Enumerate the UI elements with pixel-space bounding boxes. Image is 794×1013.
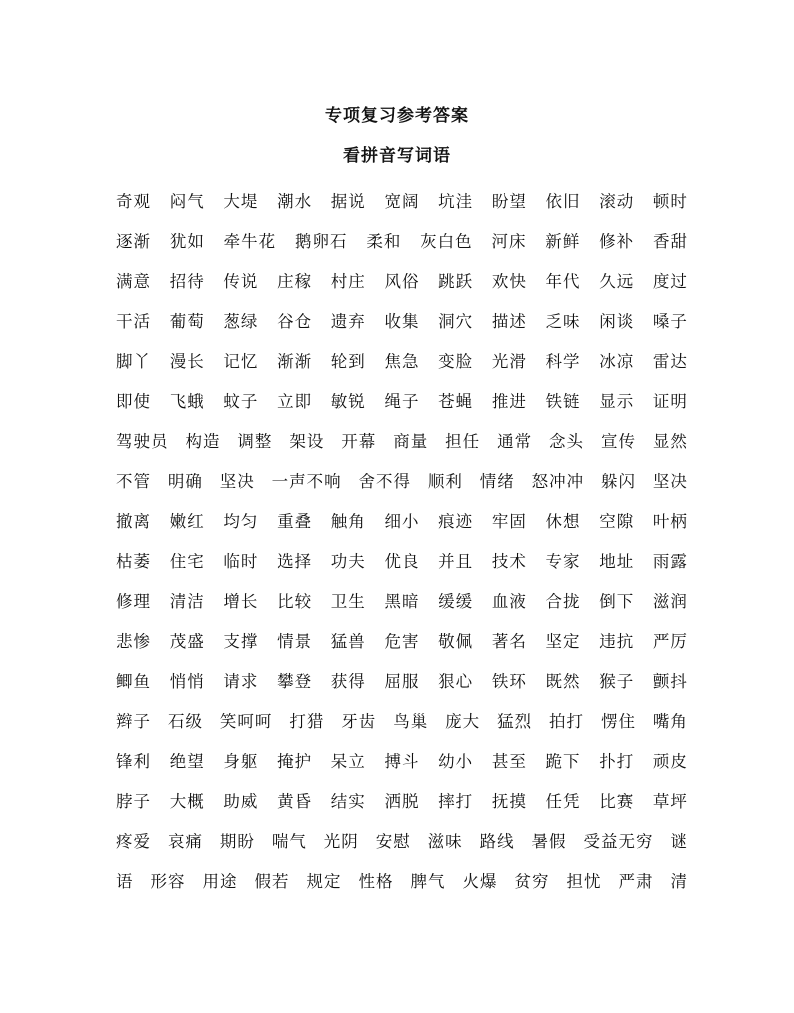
vocabulary-word: 用途: [202, 872, 238, 891]
vocabulary-word: 鸟巢: [393, 712, 429, 731]
vocabulary-word: 猛烈: [497, 712, 533, 731]
vocabulary-word: 大概: [169, 792, 205, 811]
vocabulary-word: 洞穴: [438, 312, 474, 331]
vocabulary-word: 担任: [445, 432, 481, 451]
vocabulary-word: 滚动: [599, 192, 635, 211]
vocabulary-word: 屈服: [384, 672, 420, 691]
vocabulary-word: 记忆: [223, 352, 259, 371]
vocabulary-word: 年代: [545, 272, 581, 291]
vocabulary-word: 嘴角: [652, 712, 688, 731]
vocabulary-word: 拍打: [549, 712, 584, 731]
vocabulary-word: 新鲜: [545, 232, 581, 251]
vocabulary-word: 宣传: [600, 432, 636, 451]
vocabulary-word: 喘气: [271, 832, 307, 851]
vocabulary-word: 愣住: [600, 712, 636, 731]
word-row: [116, 580, 688, 620]
vocabulary-word: 规定: [306, 872, 342, 891]
vocabulary-word: 情景: [277, 632, 313, 651]
word-row: [116, 860, 688, 900]
vocabulary-word: 搏斗: [384, 752, 420, 771]
vocabulary-word: 即使: [116, 392, 151, 411]
vocabulary-word: 牙齿: [341, 712, 377, 731]
vocabulary-word: 语: [116, 872, 134, 891]
vocabulary-word: 敬佩: [438, 632, 474, 651]
vocabulary-word: 既然: [545, 672, 581, 691]
vocabulary-word: 比较: [277, 592, 313, 611]
word-row: [116, 300, 688, 340]
vocabulary-word: 闲谈: [599, 312, 635, 331]
word-row: [116, 540, 688, 580]
vocabulary-word: 叶柄: [652, 512, 688, 531]
vocabulary-word: 攀登: [277, 672, 313, 691]
vocabulary-word: 修补: [599, 232, 635, 251]
vocabulary-word: 住宅: [169, 552, 205, 571]
vocabulary-word: 葱绿: [223, 312, 259, 331]
word-row: [116, 740, 688, 780]
vocabulary-word: 谷仓: [277, 312, 313, 331]
vocabulary-word: 打猎: [289, 712, 325, 731]
vocabulary-word: 风俗: [384, 272, 420, 291]
vocabulary-word: 黑暗: [384, 592, 420, 611]
vocabulary-word: 猴子: [599, 672, 635, 691]
vocabulary-word: 商量: [393, 432, 429, 451]
vocabulary-word: 助威: [223, 792, 259, 811]
vocabulary-word: 飞蛾: [169, 392, 205, 411]
vocabulary-word: 狠心: [438, 672, 474, 691]
vocabulary-word: 临时: [223, 552, 259, 571]
vocabulary-word: 滋味: [427, 832, 463, 851]
vocabulary-word: 庞大: [445, 712, 481, 731]
word-row: [116, 500, 688, 540]
vocabulary-word: 倒下: [599, 592, 635, 611]
vocabulary-word: 均匀: [223, 512, 259, 531]
vocabulary-word: 休想: [545, 512, 581, 531]
vocabulary-word: 推进: [491, 392, 527, 411]
vocabulary-word: 路线: [479, 832, 515, 851]
vocabulary-word: 枯萎: [116, 552, 151, 571]
vocabulary-word: 雷达: [652, 352, 688, 371]
vocabulary-word: 光阴: [323, 832, 359, 851]
vocabulary-word: 摔打: [438, 792, 474, 811]
vocabulary-word: 草坪: [652, 792, 688, 811]
vocabulary-word: 灰白色: [420, 232, 473, 251]
vocabulary-word: 重叠: [277, 512, 313, 531]
vocabulary-word: 顿时: [652, 192, 688, 211]
vocabulary-word: 苍蝇: [438, 392, 474, 411]
word-row: [116, 780, 688, 820]
vocabulary-word: 哀痛: [167, 832, 203, 851]
vocabulary-word: 缓缓: [438, 592, 474, 611]
vocabulary-word: 欢快: [491, 272, 527, 291]
vocabulary-word: 悄悄: [169, 672, 205, 691]
vocabulary-word: 满意: [116, 272, 151, 291]
word-row: [116, 620, 688, 660]
vocabulary-word: 形容: [150, 872, 186, 891]
vocabulary-word: 暑假: [531, 832, 567, 851]
vocabulary-word: 滋润: [652, 592, 688, 611]
vocabulary-word: 任凭: [545, 792, 581, 811]
vocabulary-word: 渐渐: [277, 352, 313, 371]
word-row: [116, 220, 688, 260]
vocabulary-word: 证明: [652, 392, 688, 411]
vocabulary-word: 据说: [330, 192, 366, 211]
vocabulary-word: 严肃: [618, 872, 654, 891]
vocabulary-word: 大堤: [223, 192, 259, 211]
vocabulary-word: 香甜: [652, 232, 688, 251]
vocabulary-word: 乏味: [545, 312, 581, 331]
vocabulary-word: 犹如: [169, 232, 205, 251]
page-title: 专项复习参考答案: [325, 106, 469, 126]
vocabulary-word: 期盼: [219, 832, 255, 851]
vocabulary-word: 地址: [599, 552, 635, 571]
vocabulary-word: 笑呵呵: [219, 712, 273, 731]
vocabulary-word: 变脸: [438, 352, 474, 371]
vocabulary-word: 触角: [330, 512, 366, 531]
vocabulary-word: 舍不得: [358, 472, 411, 491]
vocabulary-word: 抚摸: [491, 792, 527, 811]
word-row: [116, 460, 688, 500]
word-row: [116, 340, 688, 380]
vocabulary-word: 绝望: [169, 752, 205, 771]
vocabulary-word: 担忧: [566, 872, 602, 891]
vocabulary-word: 坚决: [219, 472, 255, 491]
vocabulary-word: 严厉: [652, 632, 688, 651]
vocabulary-word: 坚决: [652, 472, 688, 491]
vocabulary-word: 蚊子: [223, 392, 259, 411]
vocabulary-word: 专家: [545, 552, 581, 571]
vocabulary-word: 违抗: [599, 632, 635, 651]
vocabulary-word: 久远: [599, 272, 635, 291]
vocabulary-word: 鲫鱼: [116, 672, 151, 691]
vocabulary-word: 功夫: [330, 552, 366, 571]
vocabulary-word: 技术: [491, 552, 527, 571]
vocabulary-word: 获得: [330, 672, 366, 691]
vocabulary-word: 危害: [384, 632, 420, 651]
vocabulary-word: 顽皮: [652, 752, 688, 771]
vocabulary-word: 安慰: [375, 832, 411, 851]
vocabulary-word: 扑打: [599, 752, 635, 771]
vocabulary-word: 甚至: [491, 752, 527, 771]
vocabulary-word: 坑洼: [438, 192, 474, 211]
vocabulary-word: 柔和: [366, 232, 402, 251]
vocabulary-word: 洒脱: [384, 792, 420, 811]
vocabulary-word: 葡萄: [169, 312, 205, 331]
vocabulary-word: 空隙: [599, 512, 635, 531]
vocabulary-word: 科学: [545, 352, 581, 371]
vocabulary-word: 贫穷: [514, 872, 550, 891]
vocabulary-word: 描述: [491, 312, 527, 331]
vocabulary-word: 度过: [652, 272, 688, 291]
vocabulary-word: 逐渐: [116, 232, 151, 251]
vocabulary-word: 呆立: [330, 752, 366, 771]
vocabulary-word: 显然: [652, 432, 688, 451]
vocabulary-word: 合拢: [545, 592, 581, 611]
vocabulary-word: 立即: [277, 392, 313, 411]
vocabulary-word: 怒冲冲: [531, 472, 585, 491]
word-row: [116, 700, 688, 740]
vocabulary-word: 请求: [223, 672, 259, 691]
vocabulary-word: 遗弃: [330, 312, 366, 331]
vocabulary-word: 幼小: [438, 752, 474, 771]
vocabulary-word: 轮到: [330, 352, 366, 371]
vocabulary-word: 构造: [185, 432, 221, 451]
vocabulary-word: 牢固: [491, 512, 527, 531]
vocabulary-word: 调整: [237, 432, 273, 451]
word-row: [116, 180, 688, 220]
vocabulary-word: 冰凉: [599, 352, 635, 371]
vocabulary-word: 嗓子: [652, 312, 688, 331]
vocabulary-word: 选择: [277, 552, 313, 571]
vocabulary-word: 性格: [358, 872, 394, 891]
vocabulary-word: 盼望: [491, 192, 527, 211]
vocabulary-word: 顺利: [427, 472, 463, 491]
vocabulary-word: 卫生: [330, 592, 366, 611]
vocabulary-word: 招待: [169, 272, 205, 291]
vocabulary-word: 掩护: [277, 752, 313, 771]
vocabulary-word: 宽阔: [384, 192, 420, 211]
vocabulary-word: 石级: [167, 712, 203, 731]
vocabulary-word: 锋利: [116, 752, 151, 771]
word-list: [116, 180, 688, 900]
vocabulary-word: 著名: [491, 632, 527, 651]
vocabulary-word: 火爆: [462, 872, 498, 891]
vocabulary-word: 结实: [330, 792, 366, 811]
vocabulary-word: 黄昏: [277, 792, 313, 811]
vocabulary-word: 痕迹: [438, 512, 474, 531]
vocabulary-word: 敏锐: [330, 392, 366, 411]
word-row: [116, 260, 688, 300]
vocabulary-word: 颤抖: [652, 672, 688, 691]
vocabulary-word: 明确: [167, 472, 203, 491]
vocabulary-word: 假若: [254, 872, 290, 891]
vocabulary-word: 雨露: [652, 552, 688, 571]
vocabulary-word: 干活: [116, 312, 151, 331]
vocabulary-word: 躲闪: [601, 472, 636, 491]
vocabulary-word: 疼爱: [116, 832, 151, 851]
word-row: [116, 380, 688, 420]
vocabulary-word: 依旧: [545, 192, 581, 211]
vocabulary-word: 比赛: [599, 792, 635, 811]
vocabulary-word: 开幕: [341, 432, 377, 451]
vocabulary-word: 猛兽: [330, 632, 366, 651]
vocabulary-word: 情绪: [479, 472, 515, 491]
vocabulary-word: 清洁: [169, 592, 205, 611]
vocabulary-word: 牵牛花: [223, 232, 277, 251]
vocabulary-word: 脾气: [410, 872, 446, 891]
vocabulary-word: 血液: [491, 592, 527, 611]
vocabulary-word: 跪下: [545, 752, 581, 771]
vocabulary-word: 支撑: [223, 632, 259, 651]
vocabulary-word: 漫长: [169, 352, 205, 371]
vocabulary-word: 坚定: [545, 632, 581, 651]
vocabulary-word: 通常: [497, 432, 533, 451]
vocabulary-word: 受益无穷: [583, 832, 654, 851]
vocabulary-word: 架设: [289, 432, 325, 451]
vocabulary-word: 优良: [384, 552, 420, 571]
vocabulary-word: 一声不响: [271, 472, 342, 491]
vocabulary-word: 跳跃: [438, 272, 474, 291]
vocabulary-word: 脚丫: [116, 352, 151, 371]
vocabulary-word: 村庄: [330, 272, 366, 291]
vocabulary-word: 焦急: [384, 352, 420, 371]
vocabulary-word: 念头: [549, 432, 584, 451]
vocabulary-word: 奇观: [116, 192, 151, 211]
vocabulary-word: 传说: [223, 272, 259, 291]
vocabulary-word: 显示: [599, 392, 635, 411]
vocabulary-word: 嫩红: [169, 512, 205, 531]
vocabulary-word: 清: [670, 872, 688, 891]
vocabulary-word: 绳子: [384, 392, 420, 411]
vocabulary-word: 脖子: [116, 792, 151, 811]
vocabulary-word: 河床: [491, 232, 527, 251]
vocabulary-word: 身躯: [223, 752, 259, 771]
vocabulary-word: 收集: [384, 312, 420, 331]
vocabulary-word: 并且: [438, 552, 474, 571]
vocabulary-word: 谜: [670, 832, 688, 851]
vocabulary-word: 茂盛: [169, 632, 205, 651]
vocabulary-word: 潮水: [277, 192, 313, 211]
vocabulary-word: 铁环: [491, 672, 527, 691]
vocabulary-word: 悲惨: [116, 632, 151, 651]
vocabulary-word: 辫子: [116, 712, 151, 731]
vocabulary-word: 增长: [223, 592, 259, 611]
word-row: [116, 420, 688, 460]
vocabulary-word: 不管: [116, 472, 151, 491]
vocabulary-word: 细小: [384, 512, 420, 531]
section-title: 看拼音写词语: [343, 146, 451, 166]
word-row: [116, 660, 688, 700]
vocabulary-word: 鹅卵石: [294, 232, 348, 251]
vocabulary-word: 驾驶员: [116, 432, 169, 451]
vocabulary-word: 闷气: [169, 192, 205, 211]
vocabulary-word: 光滑: [491, 352, 527, 371]
vocabulary-word: 铁链: [545, 392, 581, 411]
vocabulary-word: 庄稼: [277, 272, 313, 291]
word-row: [116, 820, 688, 860]
vocabulary-word: 撤离: [116, 512, 151, 531]
vocabulary-word: 修理: [116, 592, 151, 611]
